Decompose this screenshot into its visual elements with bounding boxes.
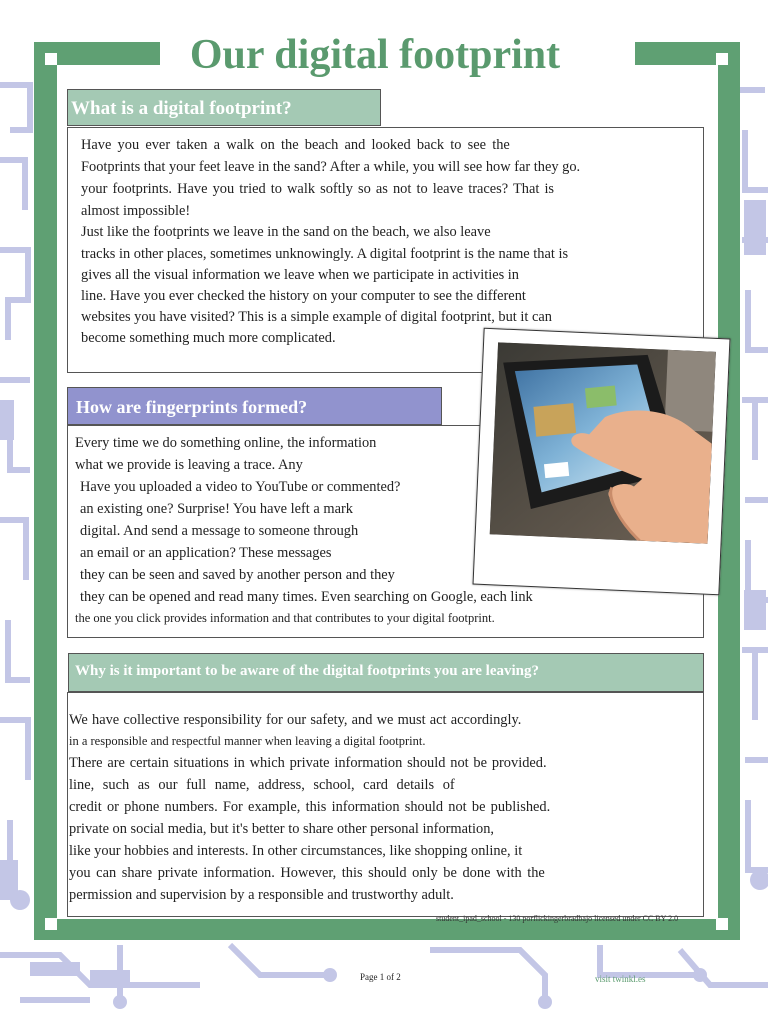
text-line: they can be seen and saved by another person and they [80,567,395,583]
section-heading-why: Why is it important to be aware of the digital footprints you are leaving? [68,653,704,692]
text-line: gives all the visual information we leave when we participate in activities in [81,267,519,283]
text-line: like your hobbies and interests. In other circumstances, like shopping online, it [69,843,523,859]
frame-corner [45,53,57,65]
text-line: Just like the footprints we leave in the sand on the beach, we also leave [81,224,491,240]
text-line: tracks in other places, sometimes unknowingly. A digital footprint is the name that is [81,246,569,262]
text-line: in a responsible and respectful manner when leaving a digital footprint. [69,734,426,748]
text-line: become something much more complicated. [81,330,336,346]
frame-corner [45,918,57,930]
frame-corner [716,53,728,65]
text-line: line. Have you ever checked the history on your computer to see the different [81,288,526,304]
text-line: permission and supervision by a responsible and trustworthy adult. [69,887,454,903]
text-line: There are certain situations in which private information should not be provided. [69,755,547,771]
text-line: your footprints. Have you tried to walk softly so as not to leave traces? That is [81,181,555,197]
text-line: private on social media, but it's better to share other personal information, [69,821,494,837]
section-why-box [67,692,704,917]
text-line: Footprints that your feet leave in the sand? After a while, you will see how far they go. [81,159,581,175]
text-line: We have collective responsibility for our safety, and we must act accordingly. [69,712,522,728]
text-line: the one you click provides information and that contributes to your digital footprint. [75,611,495,625]
text-line: websites you have visited? This is a simple example of digital footprint, but it can [81,309,552,325]
text-line: line, such as our full name, address, school, card details of [69,777,455,793]
text-line: digital. And send a message to someone through [80,523,359,539]
text-line: Have you uploaded a video to YouTube or commented? [80,479,401,495]
text-line: an email or an application? These messages [80,545,332,561]
text-line: what we provide is leaving a trace. Any [75,457,303,473]
text-line: an existing one? Surprise! You have left a mark [80,501,353,517]
visit-link[interactable]: visit twinkl.es [595,974,646,984]
text-line: Every time we do something online, the information [75,435,377,451]
tablet-touch-photo-icon [490,342,716,543]
text-line: they can be opened and read many times. Even searching on Google, each link [80,589,533,605]
photo-credit[interactable]: student_ipad_school - 130 porflickingerbradbajo licensed under CC BY 2.0 [436,914,679,923]
section-heading-what: What is a digital footprint? [67,89,381,126]
text-line: almost impossible! [81,203,191,219]
text-line: you can share private information. However, this should only be done with the [69,865,545,881]
page-title: Our digital footprint [189,32,561,78]
frame-corner [716,918,728,930]
tablet-photo [473,328,731,596]
text-line: credit or phone numbers. For example, this information should not be published. [69,799,551,815]
text-line: Have you ever taken a walk on the beach and looked back to see the [81,137,510,153]
page-number: Page 1 of 2 [360,972,401,982]
section-heading-how: How are fingerprints formed? [67,387,442,425]
